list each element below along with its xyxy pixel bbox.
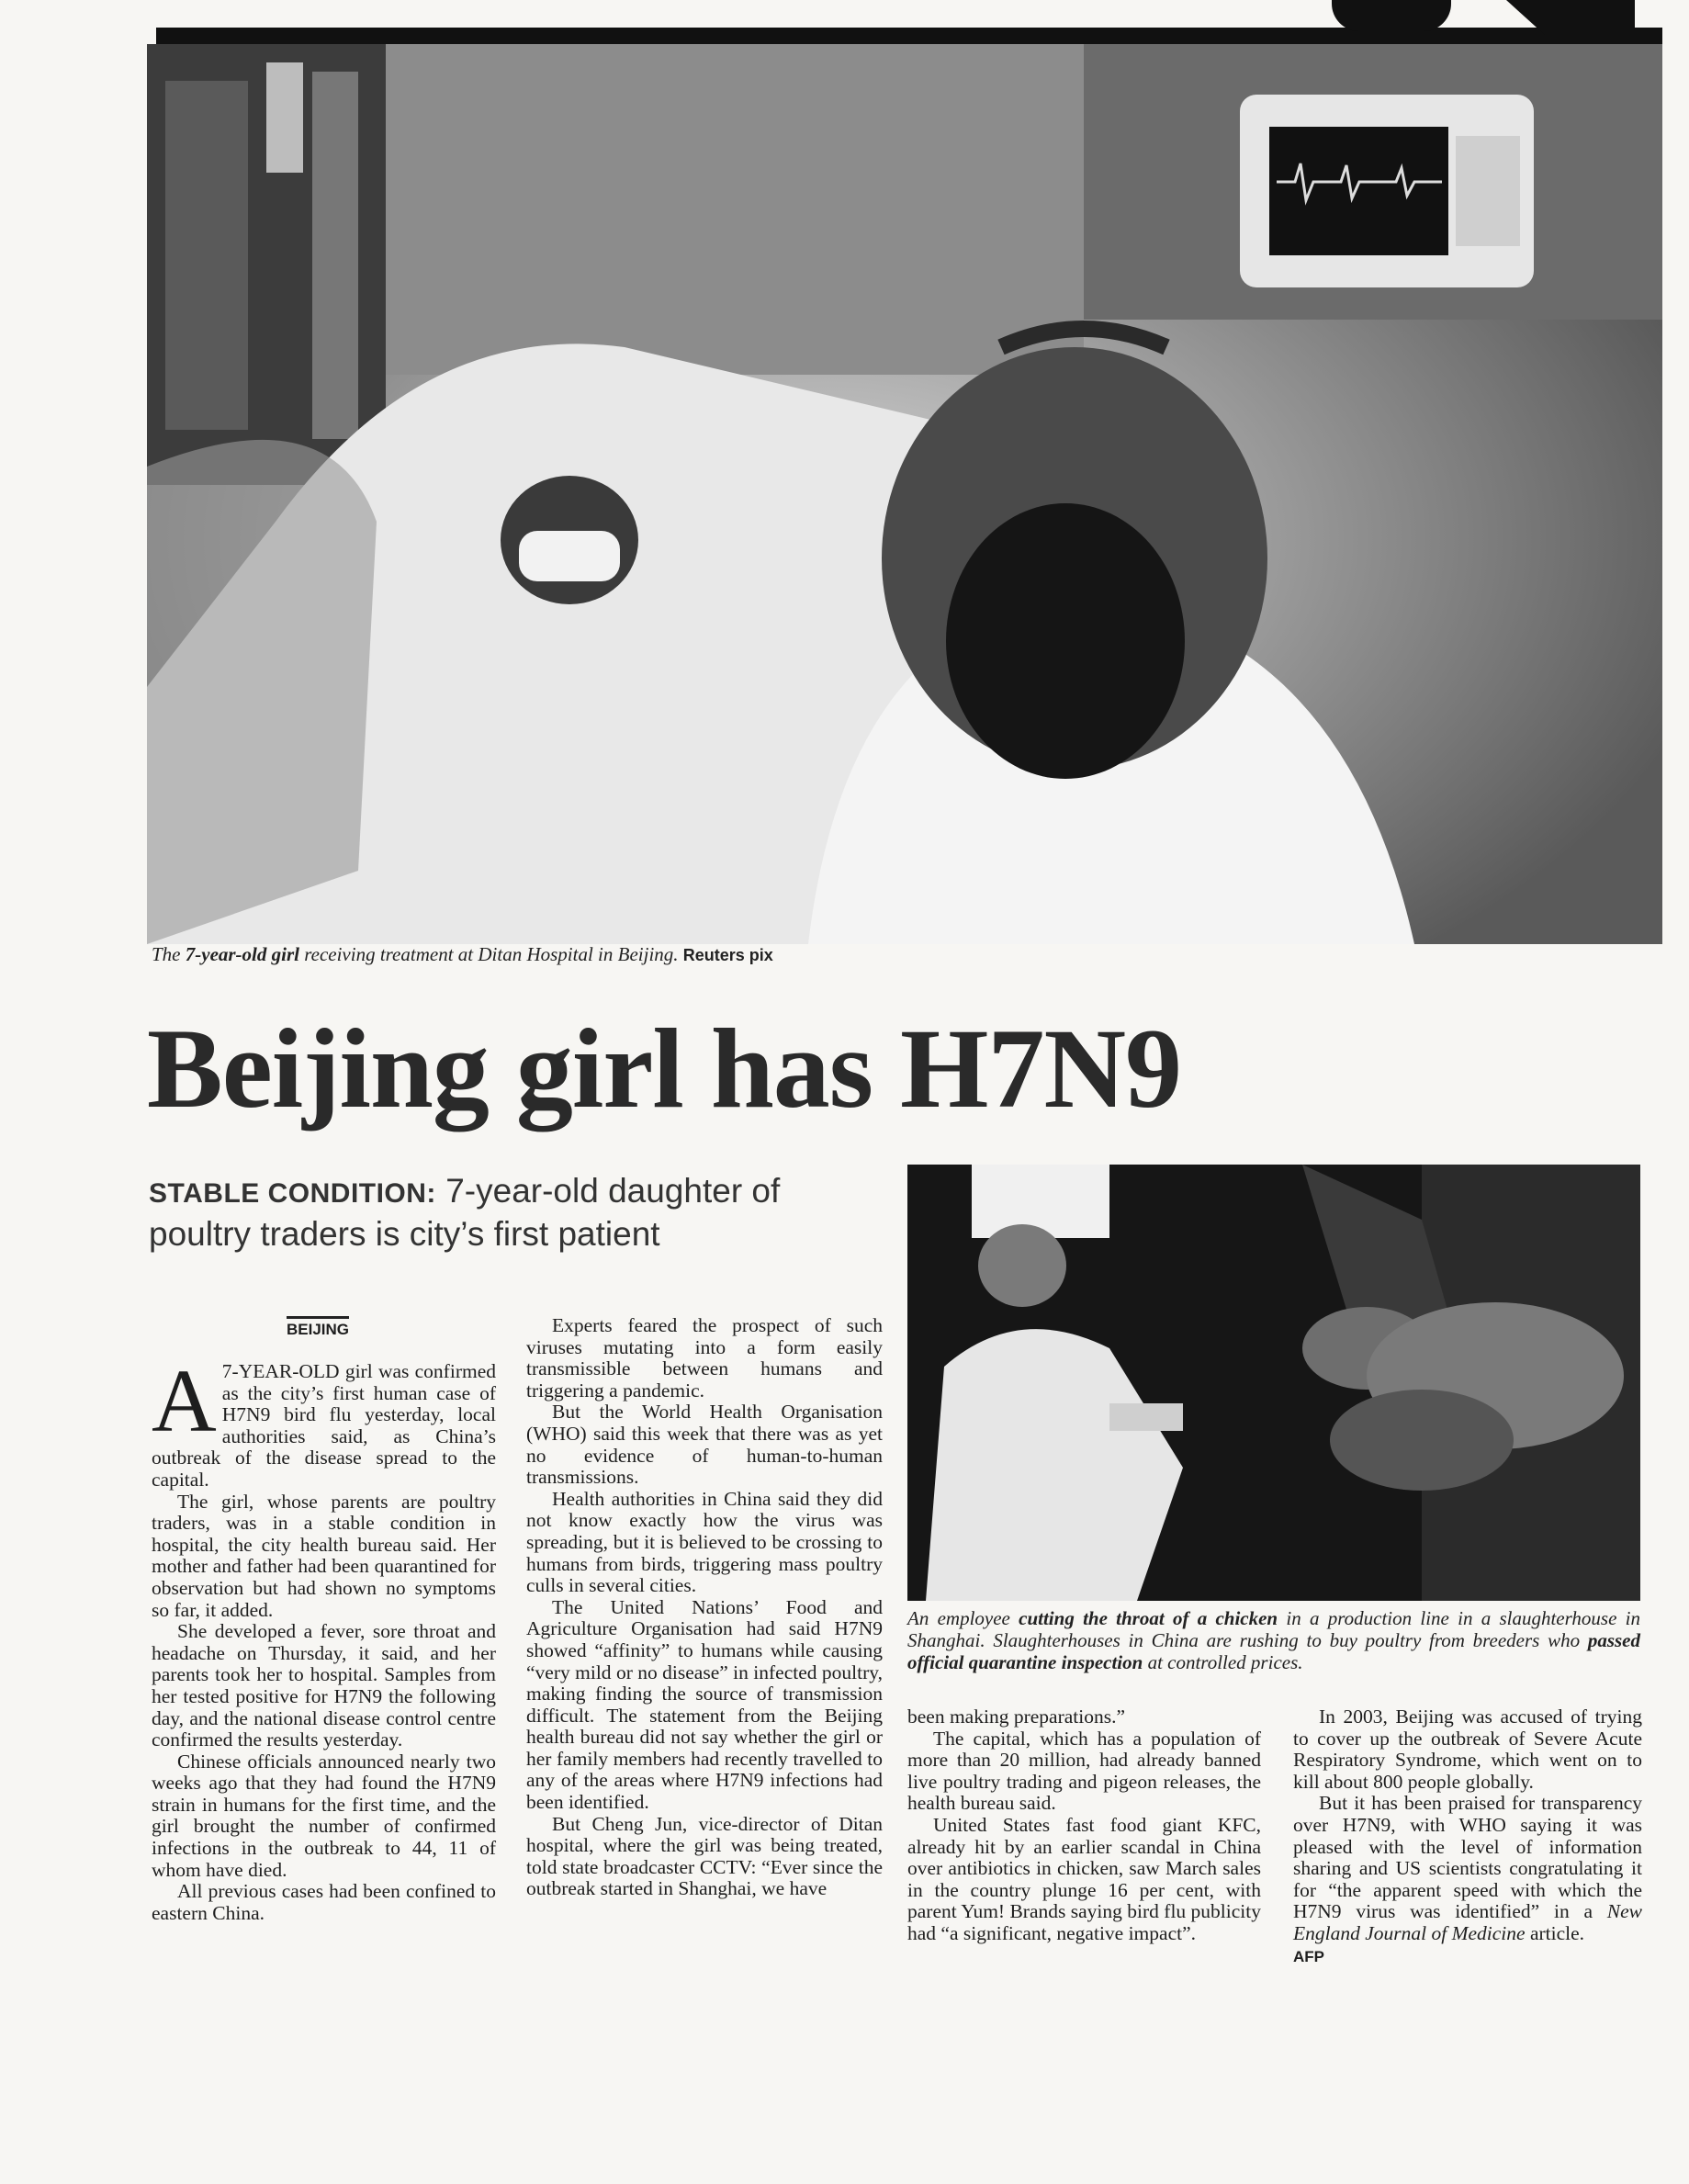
article-column-2	[526, 1315, 883, 1900]
paragraph: But the World Health Organisation (WHO) said this week that there was as yet no evidence of human-to-human transmissions.	[526, 1401, 883, 1489]
paragraph	[152, 1352, 496, 1492]
side-photo-caption	[907, 1607, 1640, 1673]
byline: AFP	[1293, 1947, 1324, 1965]
hospital-scene-illustration	[147, 44, 1662, 944]
paragraph-text: But it has been praised for transparency over H7N9, with WHO saying it was pleased with the level of information sharing and US scientists congratulating it for “the apparent speed with which the H7N9 virus was identified” in a	[1293, 1792, 1642, 1923]
main-photo	[147, 44, 1662, 944]
caption-text: in a production line in a slaughterhouse in Shanghai. Slaughterhouses in China are rushing to buy poultry from breeders who	[907, 1607, 1641, 1651]
paragraph: United States fast food giant KFC, already hit by an earlier scandal in China over antibiotics in chicken, saw March sales in the country plunge 16 per cent, with parent Yum! Brands saying bird flu publicity had “a significant, negative impact”.	[907, 1813, 1261, 1944]
paragraph: The girl, whose parents are poultry traders, was in a stable condition in hospital, the city health bureau said. Her mother and father had been quarantined for observation but had shown no symptoms so far, it added.	[152, 1490, 496, 1621]
article-column-4	[1293, 1706, 1642, 1967]
deck-text: 7-year-old daughter of poultry traders is city’s first patient	[149, 1172, 781, 1253]
photo-credit: Reuters pix	[682, 946, 773, 964]
paragraph: But Cheng Jun, vice-director of Ditan hospital, where the girl was being treated, told state broadcaster CCTV: “Ever since the outbreak started in Shanghai, we have	[526, 1812, 883, 1900]
paragraph: been making preparations.”	[907, 1706, 1126, 1728]
article-column-3	[907, 1706, 1261, 1945]
paragraph: The capital, which has a population of more than 20 million, had already banned live poultry trading and pigeon releases, the health bureau said.	[907, 1727, 1261, 1815]
paragraph: In 2003, Beijing was accused of trying to cover up the outbreak of Severe Acute Respiratory Syndrome, which went on to kill about 800 people globally.	[1293, 1706, 1642, 1793]
paragraph: Experts feared the prospect of such viruses mutating into a form easily transmissible between humans and triggering a pandemic.	[526, 1314, 883, 1402]
article-column-1	[152, 1352, 496, 1924]
caption-bold-text: 7-year-old girl	[185, 943, 299, 965]
slaughterhouse-scene-illustration	[907, 1165, 1640, 1601]
caption-text: An employee	[907, 1607, 1019, 1629]
deck	[149, 1171, 884, 1255]
caption-bold-text: passed official quarantine inspection	[907, 1629, 1640, 1673]
paragraph	[1293, 1945, 1642, 1968]
paragraph: The United Nations’ Food and Agriculture Organisation had said H7N9 showed “affinity” to humans while causing “very mild or no disease” in infected poultry, making finding the source of transmission difficult. The statement from the Beijing health bureau did not say whether the girl or her family members had recently travelled to any of the areas where H7N9 infections had been identified.	[526, 1595, 883, 1814]
journal-name: New England Journal of Medicine	[1293, 1900, 1642, 1944]
deck-kicker: STABLE CONDITION:	[149, 1178, 436, 1209]
drop-cap: A	[152, 1352, 217, 1451]
paragraph-text: article.	[1525, 1921, 1585, 1944]
page-edge-mark	[1332, 0, 1451, 31]
paragraph-text: 7-YEAR-OLD girl was confirmed as the city’s first human case of H7N9 bird flu yesterday, local authorities said, as China’s outbreak of the disease spread to the capital.	[152, 1360, 496, 1491]
caption-bold-text: cutting the throat of a chicken	[1019, 1607, 1278, 1629]
paragraph: She developed a fever, sore throat and headache on Thursday, it said, and her parents took her to hospital. Samples from her tested positive for H7N9 the following day, and the national disease control centre confirmed the results yesterday.	[152, 1620, 496, 1751]
paragraph: Health authorities in China said they did not know exactly how the virus was spreading, but it is believed to be crossing to humans from birds, triggering mass poultry culls in several cities.	[526, 1487, 883, 1597]
main-photo-caption	[152, 943, 1437, 966]
dateline: BEIJING	[287, 1316, 349, 1339]
caption-text: at controlled prices.	[1143, 1651, 1303, 1673]
caption-text: receiving treatment at Ditan Hospital in Beijing.	[298, 943, 679, 965]
paragraph: Chinese officials announced nearly two weeks ago that they had found the H7N9 strain in humans for the first time, and the girl brought the number of confirmed infections in the outbreak to 44, 11 of whom have died.	[152, 1750, 496, 1881]
paragraph	[1293, 1793, 1642, 1944]
slaughterhouse-photo	[907, 1165, 1640, 1601]
paragraph: All previous cases had been confined to eastern China.	[152, 1880, 496, 1924]
headline: Beijing girl has H7N9	[147, 1006, 1182, 1131]
caption-text: The	[152, 943, 186, 965]
